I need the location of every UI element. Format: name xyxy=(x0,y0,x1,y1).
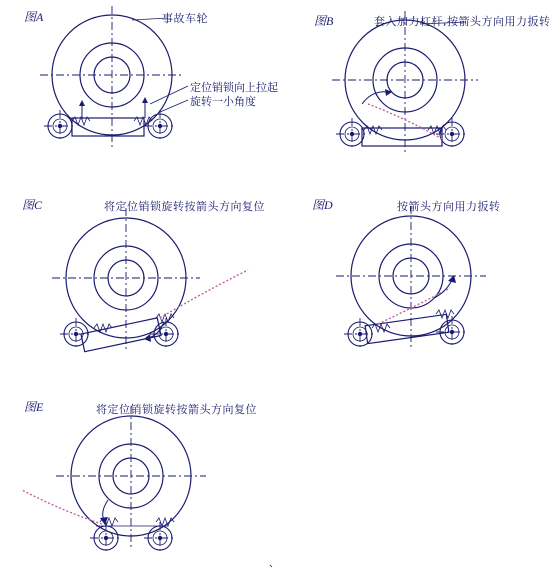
panel-a-caption: 事故车轮 xyxy=(162,12,208,25)
roller-icon xyxy=(144,522,176,554)
panel-d-caption: 按箭头方向用力扳转 xyxy=(397,200,501,213)
panel-e-tag: 图E xyxy=(24,400,44,414)
roller-icon xyxy=(44,110,76,142)
spring-icon xyxy=(364,126,382,134)
roller-icon xyxy=(436,118,468,150)
roller-bar xyxy=(81,318,161,352)
panel-a-note-line2: 旋转一小角度 xyxy=(190,95,256,108)
arrow-icon xyxy=(100,500,108,525)
arrow-icon xyxy=(79,97,148,120)
wheel-icon xyxy=(56,406,206,550)
roller-icon xyxy=(344,318,376,350)
panel-e-caption: 将定位销锁旋转按箭头方向复位 xyxy=(96,403,257,416)
roller-icon xyxy=(150,318,182,350)
panel-a-drawing xyxy=(40,6,188,150)
panel-a-tag: 图A xyxy=(24,10,44,24)
panel-b-caption: 套入加力杠杆,按箭头方向用力扳转 xyxy=(374,15,551,28)
panel-a-note-line1: 定位销锁向上拉起 xyxy=(190,81,278,94)
panel-c-drawing xyxy=(52,208,248,352)
panel-d-tag: 图D xyxy=(312,198,333,212)
panel-b-drawing xyxy=(332,11,478,155)
panel-c-caption: 将定位销锁旋转按箭头方向复位 xyxy=(104,200,265,213)
roller-icon xyxy=(60,318,92,350)
lever-icon xyxy=(160,270,248,318)
roller-icon xyxy=(144,110,176,142)
panel-e-drawing xyxy=(22,406,272,567)
panel-c-tag: 图C xyxy=(22,198,43,212)
panel-b-tag: 图B xyxy=(314,14,334,28)
roller-bar xyxy=(365,314,449,343)
roller-icon xyxy=(436,316,468,348)
wheel-icon xyxy=(40,6,182,150)
lever-icon xyxy=(22,490,102,524)
panel-d-drawing xyxy=(336,206,486,350)
